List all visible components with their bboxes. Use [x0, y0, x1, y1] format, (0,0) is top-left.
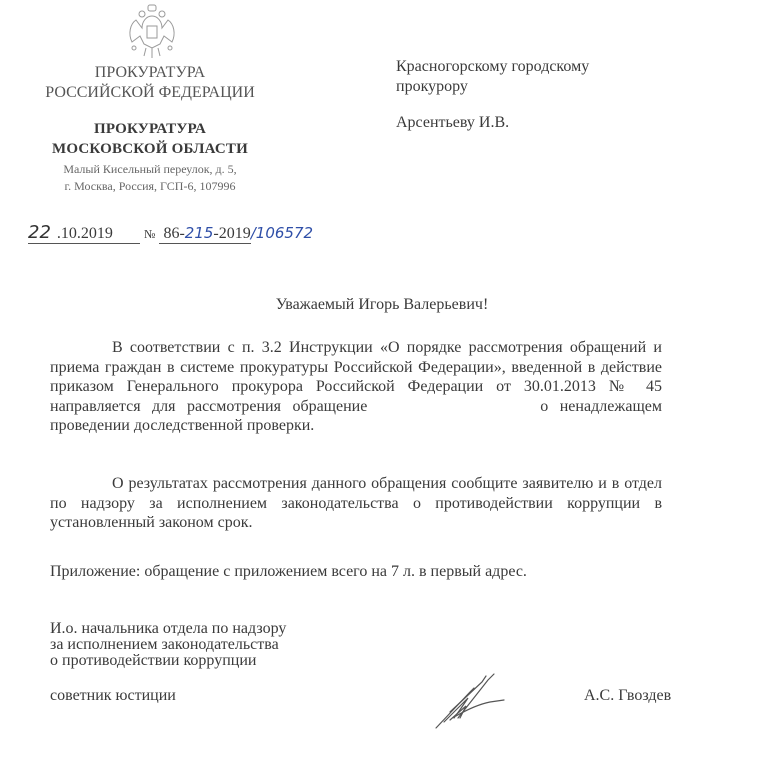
- number-sign: №: [144, 227, 156, 241]
- date-day-handwritten: 22: [28, 222, 51, 243]
- position-line3: о противодействии коррупции: [50, 652, 257, 669]
- handwritten-signature-icon: [430, 668, 520, 730]
- reference-line: [28, 222, 313, 246]
- date-field: [28, 222, 140, 244]
- date-rest: .10.2019: [56, 225, 113, 242]
- office-line1: ПРОКУРАТУРА: [93, 121, 207, 137]
- org-line1: ПРОКУРАТУРА: [94, 64, 206, 81]
- org-line2: РОССИЙСКОЙ ФЕДЕРАЦИИ: [45, 84, 255, 101]
- signatory-rank: советник юстиции: [50, 687, 176, 704]
- address-line2: г. Москва, Россия, ГСП-6, 107996: [64, 179, 236, 193]
- signer-name: А.С. Гвоздев: [584, 687, 672, 704]
- paragraph-1-after: о ненадлежащем проведении доследственной проверки.: [50, 397, 662, 434]
- position-line2: за исполнением законодательства: [50, 636, 279, 653]
- number-field: [159, 224, 250, 244]
- signatory-position: [50, 621, 286, 669]
- paragraph-1-before: В соответствии с п. 3.2 Инструкции «О порядке рассмотрения обращений и приема граждан в системе прокуратуры Российской Федерации», введенной в действие приказом Генерального прокурора Российской Федерации от 30.01.2013 № 45 направляется для рассмотрения обращение: [50, 339, 662, 415]
- number-prefix: 86-: [163, 225, 185, 242]
- number-handwritten: 215: [184, 224, 214, 242]
- position-line1: И.о. начальника отдела по надзору: [50, 620, 287, 637]
- greeting: Уважаемый Игорь Валерьевич!: [275, 296, 489, 313]
- office-address: [40, 161, 260, 195]
- attachment-note: Приложение: обращение с приложением всего на 7 л. в первый адрес.: [50, 563, 527, 580]
- office-name: [40, 119, 260, 159]
- number-suffix-handwritten: /106572: [250, 224, 314, 242]
- recipient-block: [396, 57, 589, 133]
- address-line1: Малый Кисельный переулок, д. 5,: [63, 162, 237, 176]
- recipient-line2: прокурору: [396, 78, 468, 95]
- office-line2: МОСКОВСКОЙ ОБЛАСТИ: [51, 141, 248, 157]
- org-name: [40, 63, 260, 103]
- number-year: -2019: [213, 225, 251, 242]
- recipient-line1: Красногорскому городскому: [396, 58, 590, 75]
- paragraph-2: О результатах рассмотрения данного обращения сообщите заявителю и в отдел по надзору за исполнением законодательства о противодействии коррупции в установленный законом срок.: [50, 475, 662, 531]
- paragraph-1: [50, 338, 662, 436]
- recipient-name: Арсентьеву И.В.: [396, 114, 510, 131]
- coat-of-arms-icon: [126, 4, 178, 60]
